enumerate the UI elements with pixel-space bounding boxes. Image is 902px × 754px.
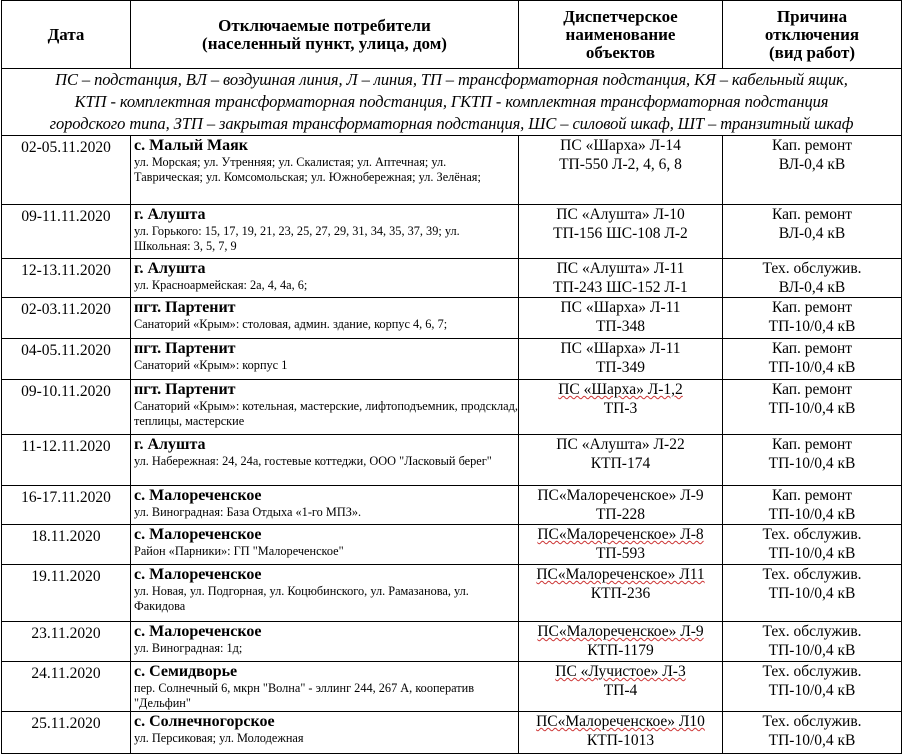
dispatch-object: ТП-243 ШС-152 Л-1	[553, 279, 688, 296]
table-row	[2, 712, 902, 754]
row-details: ул. Морская; ул. Утренняя; ул. Скалистая; ул. Аптечная; ул. Таврическая; ул. Комсомольская; ул. Южнобережная; ул. Зелёная;	[134, 155, 481, 184]
legend-row	[2, 69, 902, 136]
row-reason	[723, 525, 902, 565]
row-consumers	[131, 136, 519, 205]
dispatch-line: ПС «Лучистое» Л-3	[555, 663, 686, 680]
dispatch-object: ТП-349	[595, 359, 646, 376]
reason-object: ТП-10/0,4 кВ	[768, 506, 856, 523]
row-details: ул. Виноградная: База Отдыха «1-го МПЗ».	[134, 505, 362, 519]
row-date: 04-05.11.2020	[2, 339, 131, 380]
row-dispatch	[519, 435, 723, 486]
abbreviations-legend: ПС – подстанция, ВЛ – воздушная линия, Л – линия, ТП – трансформаторная подстанция, КЯ – кабельный ящик, КТП - комплектная трансформаторная подстанция, ГКТП - комплектная трансформаторная подстанция городского типа, ЗТП – закрытая трансформаторная подстанция, ШС – силовой шкаф, ШТ – транзитный шкаф	[2, 69, 902, 136]
dispatch-object: ТП-4	[603, 682, 638, 699]
header-reason: Причина отключения (вид работ)	[723, 1, 902, 69]
row-reason	[723, 339, 902, 380]
dispatch-object: ТП-550 Л-2, 4, 6, 8	[559, 156, 682, 173]
row-details: Район «Парники»: ГП "Малореченское"	[134, 544, 344, 558]
row-location: г. Алушта	[134, 206, 206, 223]
dispatch-line: ПС «Шарха» Л-11	[560, 299, 681, 316]
dispatch-object: КТП-236	[590, 585, 651, 602]
row-details: ул. Персиковая; ул. Молодежная	[134, 731, 304, 745]
row-location: с. Семидворье	[134, 663, 238, 680]
row-date: 09-11.11.2020	[2, 205, 131, 259]
reason-type: Тех. обслужив.	[762, 713, 862, 730]
reason-object: ТП-10/0,4 кВ	[768, 682, 856, 699]
row-date: 02-03.11.2020	[2, 298, 131, 339]
table-row	[2, 486, 902, 525]
row-dispatch	[519, 205, 723, 259]
outage-rows	[1, 135, 902, 754]
table-row	[2, 298, 902, 339]
table-row	[2, 435, 902, 486]
row-location: г. Алушта	[134, 436, 206, 453]
outage-schedule-table	[1, 0, 902, 136]
row-dispatch	[519, 259, 723, 298]
row-dispatch	[519, 339, 723, 380]
dispatch-object: ТП-228	[595, 506, 646, 523]
row-details: Санаторий «Крым»: столовая, админ. здание, корпус 4, 6, 7;	[134, 317, 448, 331]
row-dispatch	[519, 712, 723, 754]
row-details: пер. Солнечный 6, мкрн "Волна" - эллинг 244, 267 А, кооператив "Дельфин"	[134, 681, 475, 710]
row-details: ул. Горького: 15, 17, 19, 21, 23, 25, 27, 29, 31, 34, 35, 37, 39; ул. Школьная: 3, 5, 7, 9	[134, 224, 460, 253]
header-row	[2, 1, 902, 69]
row-reason	[723, 712, 902, 754]
row-location: с. Малореченское	[134, 623, 262, 640]
row-consumers	[131, 435, 519, 486]
row-location: с. Малореченское	[134, 566, 262, 583]
table-row	[2, 565, 902, 622]
row-consumers	[131, 525, 519, 565]
dispatch-line: ПС«Малореченское» Л-9	[537, 487, 704, 504]
reason-object: ТП-10/0,4 кВ	[768, 318, 856, 335]
reason-type: Кап. ремонт	[771, 137, 853, 154]
table-row	[2, 380, 902, 435]
row-reason	[723, 136, 902, 205]
dispatch-object: КТП-174	[590, 455, 651, 472]
table-row	[2, 662, 902, 712]
table-row	[2, 339, 902, 380]
reason-object: ВЛ-0,4 кВ	[778, 279, 846, 296]
dispatch-line: ПС«Малореченское» Л11	[536, 566, 705, 583]
reason-type: Тех. обслужив.	[762, 526, 862, 543]
row-details: ул. Набережная: 24, 24а, гостевые коттеджи, ООО "Ласковый берег"	[134, 454, 492, 468]
row-details: ул. Красноармейская: 2а, 4, 4а, 6;	[134, 278, 308, 292]
reason-type: Тех. обслужив.	[762, 623, 862, 640]
row-reason	[723, 205, 902, 259]
row-consumers	[131, 298, 519, 339]
dispatch-line: ПС«Малореченское» Л-8	[537, 526, 704, 543]
reason-object: ТП-10/0,4 кВ	[768, 642, 856, 659]
reason-object: ТП-10/0,4 кВ	[768, 732, 856, 749]
dispatch-object: ТП-3	[603, 400, 638, 417]
header-consumers: Отключаемые потребители (населенный пункт, улица, дом)	[131, 1, 519, 69]
reason-type: Кап. ремонт	[771, 381, 853, 398]
reason-object: ТП-10/0,4 кВ	[768, 455, 856, 472]
reason-object: ТП-10/0,4 кВ	[768, 585, 856, 602]
row-location: с. Малореченское	[134, 526, 262, 543]
table-row	[2, 622, 902, 662]
row-details: ул. Новая, ул. Подгорная, ул. Коцюбинского, ул. Рамазанова, ул. Факидова	[134, 584, 469, 613]
reason-object: ВЛ-0,4 кВ	[778, 156, 846, 173]
row-reason	[723, 486, 902, 525]
reason-type: Тех. обслужив.	[762, 260, 862, 277]
dispatch-line: ПС «Алушта» Л-11	[556, 260, 685, 277]
row-details: Санаторий «Крым»: корпус 1	[134, 358, 288, 372]
row-date: 25.11.2020	[2, 712, 131, 754]
row-reason	[723, 662, 902, 712]
reason-object: ТП-10/0,4 кВ	[768, 359, 856, 376]
row-location: пгт. Партенит	[134, 299, 236, 316]
row-date: 16-17.11.2020	[2, 486, 131, 525]
row-details: ул. Виноградная: 1д;	[134, 641, 243, 655]
row-reason	[723, 298, 902, 339]
dispatch-object: ТП-156 ШС-108 Л-2	[553, 225, 688, 242]
row-details: Санаторий «Крым»: котельная, мастерские, лифтоподъемник, продсклад, теплицы, мастерские	[134, 399, 518, 428]
reason-type: Кап. ремонт	[771, 299, 853, 316]
row-location: г. Алушта	[134, 260, 206, 277]
row-consumers	[131, 339, 519, 380]
reason-object: ВЛ-0,4 кВ	[778, 225, 846, 242]
dispatch-object: КТП-1013	[586, 732, 655, 749]
row-dispatch	[519, 298, 723, 339]
row-date: 09-10.11.2020	[2, 380, 131, 435]
table-row	[2, 205, 902, 259]
row-date: 12-13.11.2020	[2, 259, 131, 298]
table-row	[2, 525, 902, 565]
row-consumers	[131, 662, 519, 712]
row-date: 02-05.11.2020	[2, 136, 131, 205]
reason-type: Кап. ремонт	[771, 436, 853, 453]
row-date: 11-12.11.2020	[2, 435, 131, 486]
row-reason	[723, 565, 902, 622]
dispatch-line: ПС«Малореченское» Л-9	[537, 623, 704, 640]
row-consumers	[131, 565, 519, 622]
reason-type: Кап. ремонт	[771, 487, 853, 504]
row-reason	[723, 622, 902, 662]
table-row	[2, 136, 902, 205]
row-location: с. Солнечногорское	[134, 713, 275, 730]
dispatch-line: ПС «Шарха» Л-11	[560, 340, 681, 357]
row-dispatch	[519, 622, 723, 662]
row-dispatch	[519, 486, 723, 525]
reason-type: Тех. обслужив.	[762, 566, 862, 583]
row-dispatch	[519, 136, 723, 205]
dispatch-object: ТП-593	[595, 545, 646, 562]
dispatch-object: ТП-348	[595, 318, 646, 335]
dispatch-object: КТП-1179	[587, 642, 654, 659]
header-dispatch: Диспетчерское наименование объектов	[519, 1, 723, 69]
row-dispatch	[519, 565, 723, 622]
row-date: 24.11.2020	[2, 662, 131, 712]
row-location: с. Малореченское	[134, 487, 262, 504]
row-location: с. Малый Маяк	[134, 137, 249, 154]
dispatch-line: ПС «Шарха» Л-1,2	[558, 381, 683, 398]
row-location: пгт. Партенит	[134, 340, 236, 357]
row-dispatch	[519, 662, 723, 712]
reason-type: Кап. ремонт	[771, 206, 853, 223]
reason-object: ТП-10/0,4 кВ	[768, 400, 856, 417]
reason-object: ТП-10/0,4 кВ	[768, 545, 856, 562]
row-consumers	[131, 205, 519, 259]
dispatch-line: ПС «Шарха» Л-14	[560, 137, 681, 154]
row-dispatch	[519, 380, 723, 435]
dispatch-line: ПС«Малореченское» Л10	[536, 713, 705, 730]
row-date: 23.11.2020	[2, 622, 131, 662]
dispatch-line: ПС «Алушта» Л-22	[556, 436, 685, 453]
row-consumers	[131, 712, 519, 754]
reason-type: Тех. обслужив.	[762, 663, 862, 680]
table-row	[2, 259, 902, 298]
row-dispatch	[519, 525, 723, 565]
dispatch-line: ПС «Алушта» Л-10	[556, 206, 685, 223]
row-date: 18.11.2020	[2, 525, 131, 565]
row-consumers	[131, 622, 519, 662]
header-date: Дата	[2, 1, 131, 69]
row-date: 19.11.2020	[2, 565, 131, 622]
row-consumers	[131, 486, 519, 525]
row-reason	[723, 435, 902, 486]
row-consumers	[131, 259, 519, 298]
row-consumers	[131, 380, 519, 435]
row-reason	[723, 380, 902, 435]
row-reason	[723, 259, 902, 298]
reason-type: Кап. ремонт	[771, 340, 853, 357]
row-location: пгт. Партенит	[134, 381, 236, 398]
